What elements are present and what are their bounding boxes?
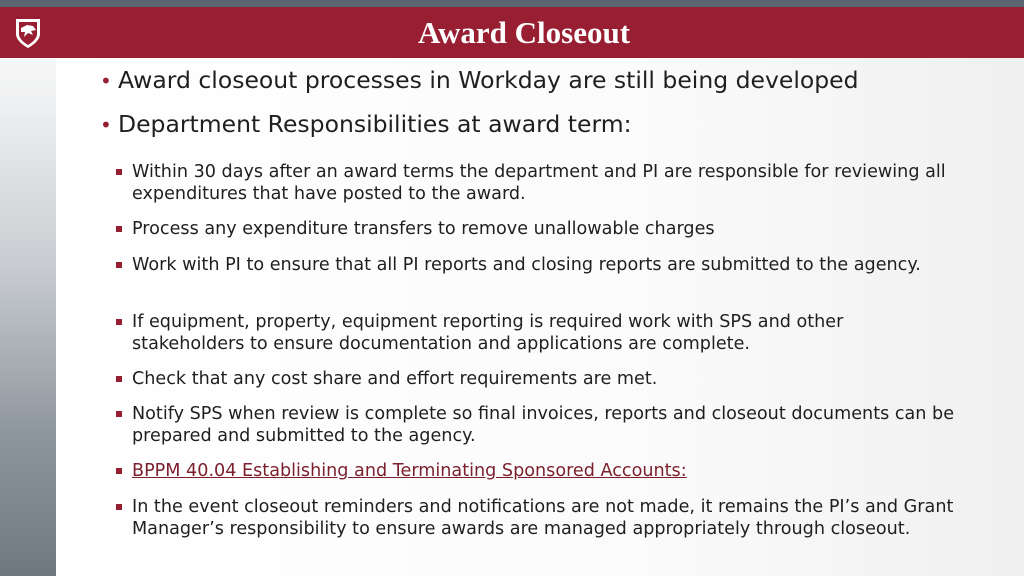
sub-bullet-item xyxy=(116,368,956,390)
sub-bullet-item xyxy=(116,460,956,482)
sub-bullet-item xyxy=(116,161,956,205)
sub-bullet-text: Within 30 days after an award terms the department and PI are responsible for reviewing all expenditures that have posted to the award. xyxy=(132,162,946,204)
top-accent-line xyxy=(0,0,1024,7)
sub-bullet-text: Process any expenditure transfers to remove unallowable charges xyxy=(132,219,715,239)
left-gradient-bar xyxy=(0,7,56,576)
square-bullet-icon xyxy=(116,319,122,325)
logo xyxy=(0,7,56,58)
sub-bullet-text: Work with PI to ensure that all PI reports and closing reports are submitted to the agency. xyxy=(132,255,921,275)
square-bullet-icon xyxy=(116,262,122,268)
sub-bullet-item xyxy=(116,311,956,355)
square-bullet-icon xyxy=(116,468,122,474)
bullet-item xyxy=(100,110,632,138)
bullet-item xyxy=(100,66,859,94)
sub-bullet-item xyxy=(116,254,956,276)
sub-bullet-item xyxy=(116,496,956,540)
sub-bullet-item xyxy=(116,403,956,447)
bullet-dot-icon: • xyxy=(100,69,112,93)
square-bullet-icon xyxy=(116,411,122,417)
square-bullet-icon xyxy=(116,169,122,175)
sub-bullet-text: Notify SPS when review is complete so final invoices, reports and closeout documents can be prepared and submitted to the agency. xyxy=(132,404,955,446)
square-bullet-icon xyxy=(116,226,122,232)
slide-title: Award Closeout xyxy=(417,14,631,50)
square-bullet-icon xyxy=(116,504,122,510)
bullet-dot-icon: • xyxy=(100,113,112,137)
square-bullet-icon xyxy=(116,376,122,382)
sub-bullet-text: Check that any cost share and effort requirements are met. xyxy=(132,369,658,389)
bullet-text: Department Responsibilities at award term: xyxy=(118,110,632,138)
sub-bullet-text: If equipment, property, equipment reporting is required work with SPS and other stakeholders to ensure documentation and applications are complete. xyxy=(132,312,844,354)
sub-bullet-item xyxy=(116,218,956,240)
bullet-text: Award closeout processes in Workday are still being developed xyxy=(118,66,859,94)
cougar-shield-icon xyxy=(11,16,45,50)
sub-bullet-text: In the event closeout reminders and notifications are not made, it remains the PI’s and Grant Manager’s responsibility to ensure awards are managed appropriately through closeout. xyxy=(132,497,954,539)
bppm-policy-link[interactable]: BPPM 40.04 Establishing and Terminating Sponsored Accounts: xyxy=(132,461,687,481)
